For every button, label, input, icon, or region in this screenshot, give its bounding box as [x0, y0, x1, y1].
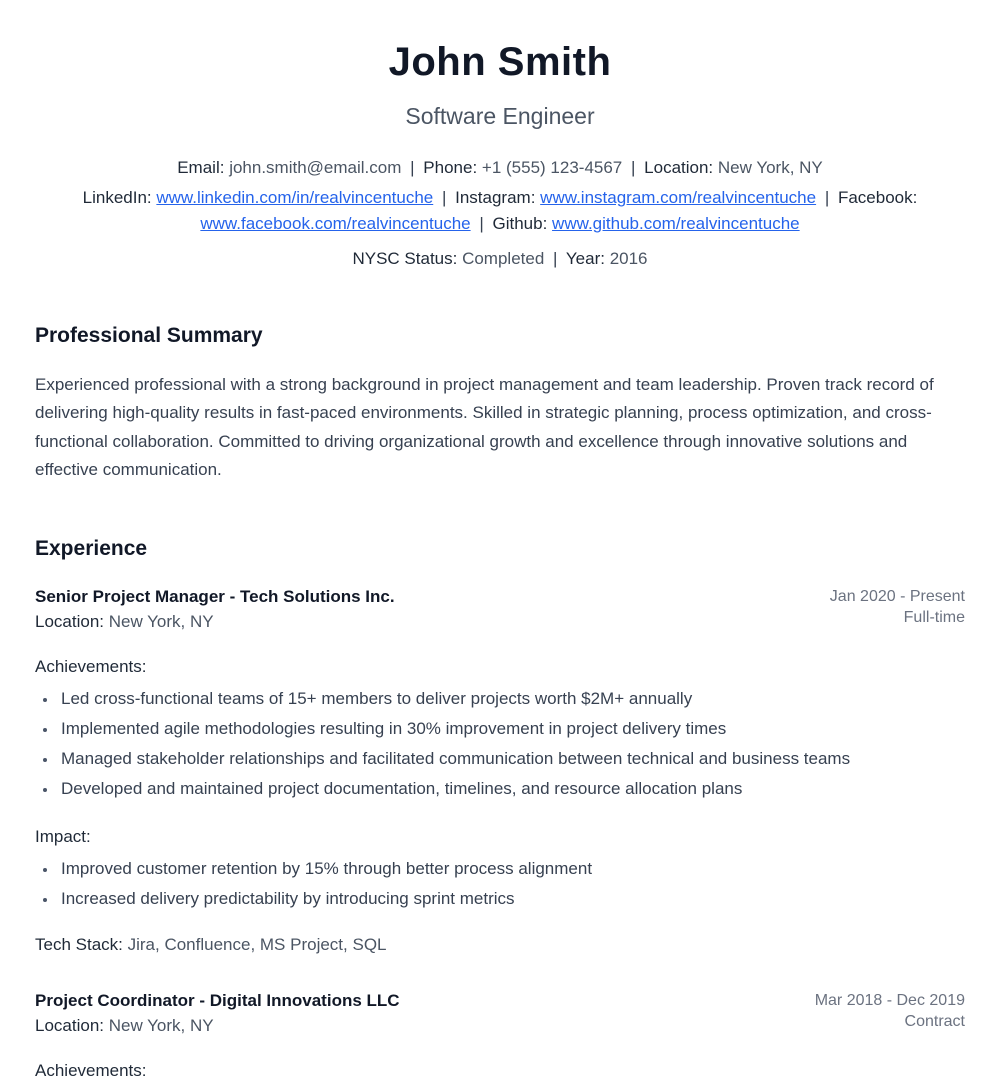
- impact-list: [35, 854, 965, 914]
- summary-text: Experienced professional with a strong background in project management and team leadership. Proven track record of delivering high-quality results in fast-paced environments. Skilled in strategic planning, process optimization, and cross-functional collaboration. Committed to driving organizational growth and excellence through innovative solutions and effective communication.: [35, 374, 934, 480]
- facebook-link[interactable]: www.facebook.com/realvincentuche: [200, 213, 471, 233]
- achievements-label: Achievements:: [35, 656, 147, 676]
- github-link[interactable]: www.github.com/realvincentuche: [552, 213, 800, 233]
- github-label: Github:: [492, 213, 548, 233]
- nysc-status-label: NYSC Status:: [352, 248, 458, 268]
- achievement-item: • Led cross-functional teams of 15+ members to deliver projects worth $2M+ annually: [58, 684, 965, 714]
- achievement-item: • Implemented agile methodologies resulting in 30% improvement in project delivery times: [58, 714, 965, 744]
- job-title-block: [35, 584, 395, 634]
- job-location-label: Location:: [35, 1015, 104, 1035]
- job-dates: Jan 2020 - Present: [829, 587, 965, 605]
- resume-header: [35, 40, 965, 272]
- impact-item: • Increased delivery predictability by introducing sprint metrics: [58, 884, 965, 914]
- job-meta: [815, 988, 965, 1032]
- job-location: [35, 1013, 400, 1038]
- job-entry: [35, 988, 965, 1083]
- experience-section: [35, 536, 965, 1083]
- resume-job-title: Software Engineer: [405, 103, 595, 129]
- job-title: Project Coordinator - Digital Innovations LLC: [35, 990, 400, 1010]
- location-label: Location:: [644, 157, 714, 177]
- job-header: [35, 988, 965, 1038]
- tech-stack-value: Jira, Confluence, MS Project, SQL: [127, 934, 387, 954]
- nysc-year-value: 2016: [609, 248, 648, 268]
- instagram-link[interactable]: www.instagram.com/realvincentuche: [540, 187, 817, 207]
- contact-row: [35, 155, 965, 181]
- email-value: john.smith@email.com: [229, 157, 402, 177]
- separator: |: [824, 187, 830, 207]
- job-title-block: [35, 988, 400, 1038]
- job-dates: Mar 2018 - Dec 2019: [814, 991, 965, 1009]
- tech-stack-line: [35, 933, 965, 957]
- job-location: [35, 609, 395, 634]
- summary-heading: Professional Summary: [35, 323, 263, 347]
- achievement-item: • Developed and maintained project documentation, timelines, and resource allocation plans: [58, 774, 965, 804]
- job-employment-type: Contract: [904, 1012, 965, 1030]
- separator: |: [441, 187, 447, 207]
- achievement-item: • Managed stakeholder relationships and facilitated communication between technical and business teams: [58, 744, 965, 774]
- linkedin-label: LinkedIn:: [82, 187, 152, 207]
- job-header: [35, 584, 965, 634]
- facebook-label: Facebook:: [837, 187, 918, 207]
- nysc-row: [35, 246, 965, 272]
- email-label: Email:: [177, 157, 225, 177]
- location-value: New York, NY: [717, 157, 823, 177]
- separator: |: [631, 157, 636, 177]
- separator: |: [553, 248, 558, 268]
- linkedin-link[interactable]: www.linkedin.com/in/realvincentuche: [156, 187, 434, 207]
- phone-label: Phone:: [423, 157, 478, 177]
- summary-section: [35, 323, 965, 485]
- separator: |: [410, 157, 415, 177]
- job-employment-type: Full-time: [903, 608, 965, 626]
- resume-name: John Smith: [388, 40, 612, 84]
- nysc-year-label: Year:: [565, 248, 605, 268]
- social-row: [35, 185, 965, 237]
- achievements-label: Achievements:: [35, 1060, 147, 1080]
- job-entry: [35, 584, 965, 957]
- nysc-status-value: Completed: [462, 248, 545, 268]
- tech-stack-label: Tech Stack:: [35, 934, 123, 954]
- impact-label: Impact:: [35, 826, 91, 846]
- phone-value: +1 (555) 123-4567: [481, 157, 623, 177]
- job-meta: [830, 584, 965, 628]
- instagram-label: Instagram:: [455, 187, 536, 207]
- separator: |: [479, 213, 484, 233]
- job-location-value: New York, NY: [108, 611, 214, 631]
- job-location-value: New York, NY: [108, 1015, 214, 1035]
- job-title: Senior Project Manager - Tech Solutions Inc.: [35, 586, 395, 606]
- achievements-list: [35, 684, 965, 804]
- impact-item: • Improved customer retention by 15% through better process alignment: [58, 854, 965, 884]
- job-location-label: Location:: [35, 611, 104, 631]
- experience-heading: Experience: [35, 536, 148, 560]
